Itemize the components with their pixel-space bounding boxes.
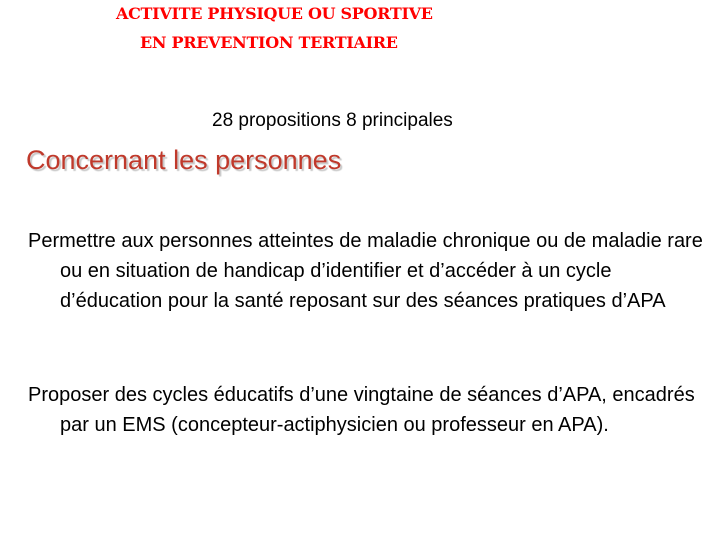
- section-heading: Concernant les personnes: [26, 145, 342, 175]
- subtitle: 28 propositions 8 principales: [212, 110, 453, 131]
- paragraph-1: Permettre aux personnes atteintes de maladie chronique ou de maladie rare ou en situation de handicap d’identifier et d’accéder à un cycle d’éducation pour la santé reposant sur des séances pratiques d’APA: [28, 230, 703, 312]
- paragraph-2: Proposer des cycles éducatifs d’une vingtaine de séances d’APA, encadrés par un EMS (concepteur-actiphysicien ou professeur en APA).: [28, 384, 695, 436]
- title-line-1: ACTIVITE PHYSIQUE OU SPORTIVE: [116, 4, 433, 23]
- title-line-2: EN PREVENTION TERTIAIRE: [140, 33, 398, 52]
